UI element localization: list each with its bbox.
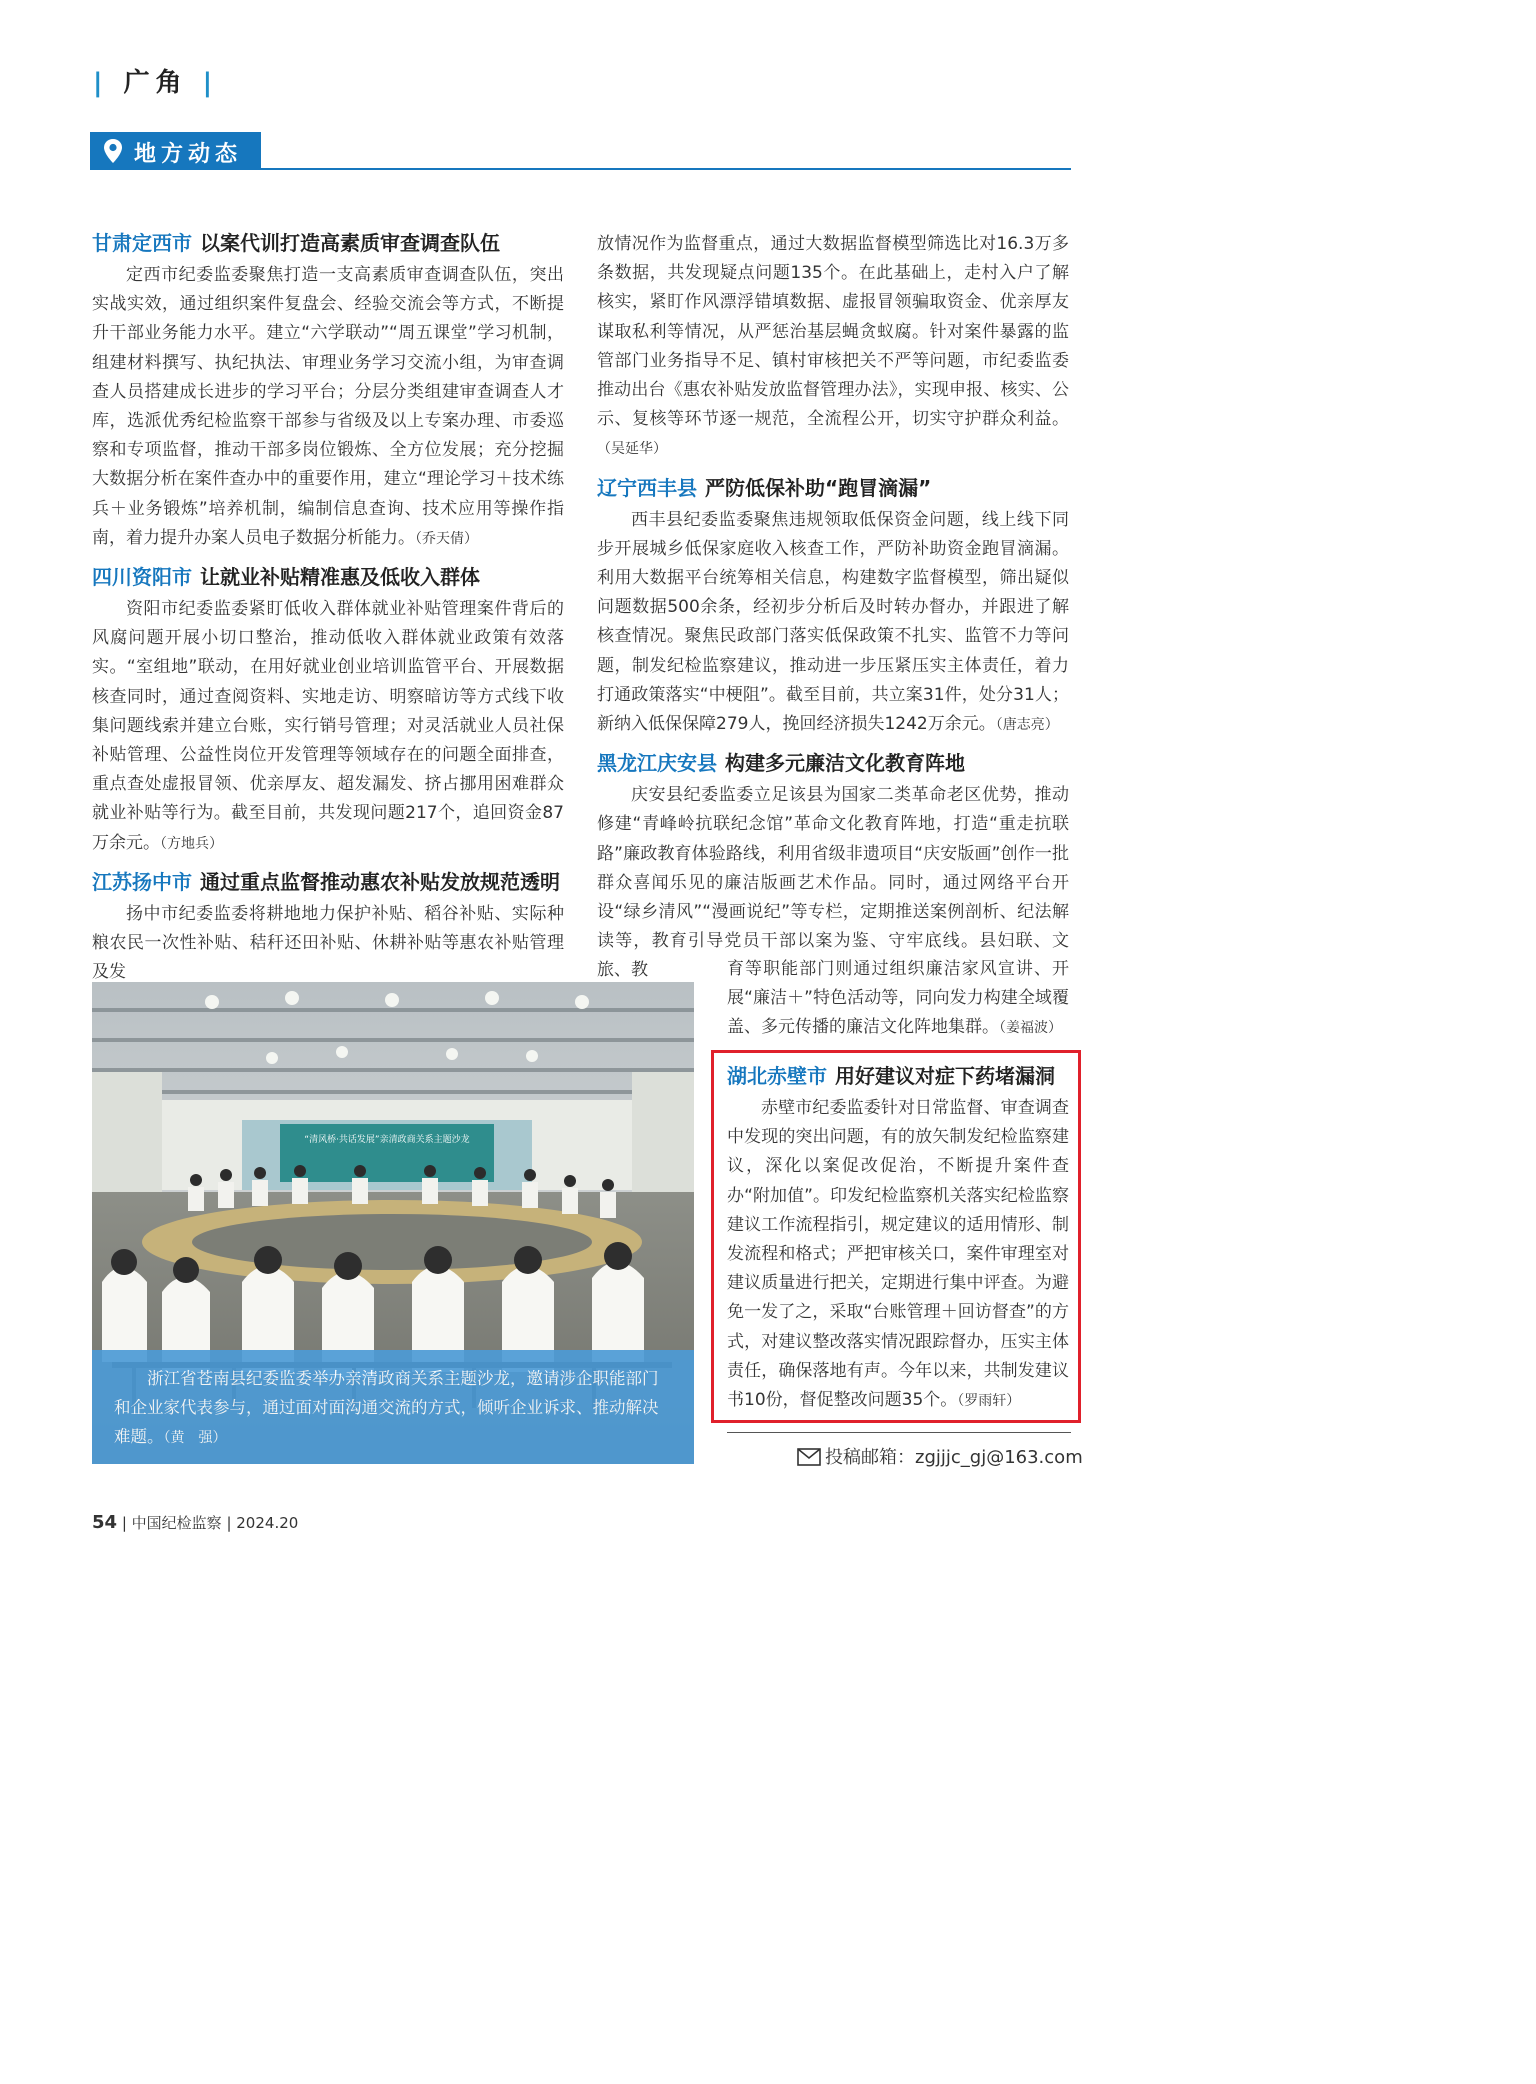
divider [727,1432,1071,1433]
article-body: 定西市纪委监委聚焦打造一支高素质审查调查队伍，突出实战实效，通过组织案件复盘会、经验交流会等方式，不断提升干部业务能力水平。建立“六学联动”“周五课堂”学习机制，组建材料撰写、执纪执法、审理业务学习交流小组，为审查调查人员搭建成长进步的学习平台；分层分类组建审查调查人才库，选派优秀纪检监察干部参与省级及以上专案办理、市委巡察和专项监督，推动干部多岗位锻炼、全方位发展；充分挖掘大数据分析在案件查办中的重要作用，建立“理论学习＋技术练兵＋业务锻炼”培养机制，编制信息查询、技术应用等操作指南，着力提升办案人员电子数据分析能力。（乔天倩） [92,265,564,548]
section-tag: | 广角 | [93,68,219,98]
section-title: 广角 [123,68,188,98]
article-heading: 江苏扬中市 通过重点监督推动惠农补贴发放规范透明 [92,869,560,894]
author: （黄 强） [163,1430,227,1446]
photo-caption: 浙江省苍南县纪委监委举办亲清政商关系主题沙龙，邀请涉企职能部门和企业家代表参与，通过面对面沟通交流的方式，倾听企业诉求、推动解决难题。（黄 强） [92,1350,694,1464]
banner-title: 地方动态 [134,142,243,167]
author: （唐志亮） [995,717,1059,734]
left-column [92,228,564,987]
author: （吴延华） [597,441,667,458]
author: （方地兵） [160,835,223,852]
right-column [597,230,1069,986]
page-number: 54 [92,1512,118,1533]
column-banner [90,132,261,170]
article-body: 放情况作为监督重点，通过大数据监督模型筛选比对16.3万多条数据，共发现疑点问题135个。在此基础上，走村入户了解核实，紧盯作风漂浮错填数据、虚报冒领骗取资金、优亲厚友谋取私利等情况，从严惩治基层蝇贪蚁腐。针对案件暴露的监管部门业务指导不足、镇村审核把关不严等问题，市纪委监委推动出台《惠农补贴发放监督管理办法》，实现申报、核实、公示、复核等环节逐一规范，全流程公开，切实守护群众利益。（吴延华） [597,234,1069,458]
article-body: 资阳市纪委监委紧盯低收入群体就业补贴管理案件背后的风腐问题开展小切口整治，推动低收入群体就业政策有效落实。“室组地”联动，在用好就业创业培训监管平台、开展数据核查同时，通过查阅资料、实地走访、明察暗访等方式线下收集问题线索并建立台账，实行销号管理；对灵活就业人员社保补贴管理、公益性岗位开发管理等领域存在的问题全面排查，重点查处虚报冒领、优亲厚友、超发漏发、挤占挪用困难群众就业补贴等行为。截至目前，共发现问题217个，追回资金87万余元。（方地兵） [92,599,564,853]
screen-text: “清风桥·共话发展”亲清政商关系主题沙龙 [304,1135,470,1145]
email-address[interactable]: zgjjjc_gj@163.com [915,1447,1083,1468]
article-heading: 甘肃定西市 以案代训打造高素质审查调查队伍 [92,231,500,255]
location-pin-icon [102,138,124,164]
journal-name: 中国纪检监察 [131,1514,222,1532]
article-body: 赤壁市纪委监委针对日常监督、审查调查中发现的突出问题，有的放矢制发纪检监察建议，深化以案促改促治，不断提升案件查办“附加值”。印发纪检监察机关落实纪检监察建议工作流程指引，规定建议的适用情形、制发流程和格式；严把审核关口，案件审理室对建议质量进行把关，定期进行集中评查。为避免一发了之，采取“台账管理＋回访督查”的方式，对建议整改落实情况跟踪督办，压实主体责任，确保落地有声。今年以来，共制发建议书10份，督促整改问题35个。（罗雨轩） [727,1098,1069,1411]
page-footer: 54 | 中国纪检监察 | 2024.20 [92,1512,299,1533]
author: （乔天倩） [415,530,478,547]
article-heading: 辽宁西丰县 严防低保补助“跑冒滴漏” [597,475,932,500]
article-body: 西丰县纪委监委聚焦违规领取低保资金问题，线上线下同步开展城乡低保家庭收入核查工作，严防补助资金跑冒滴漏。利用大数据平台统筹相关信息，构建数字监督模型，筛出疑似问题数据500余条，经初步分析后及时转办督办，并跟进了解核查情况。聚焦民政部门落实低保政策不扎实、监管不力等问题，制发纪检监察建议，推动进一步压紧压实主体责任，着力打通政策落实“中梗阻”。截至目前，共立案31件，处分31人；新纳入低保保障279人，挽回经济损失1242万余元。（唐志亮） [597,509,1069,735]
envelope-icon [797,1448,821,1466]
highlighted-article [727,1061,1069,1416]
author: （姜福波） [999,1020,1062,1037]
banner-divider [261,168,1071,170]
article-body: 庆安县纪委监委立足该县为国家二类革命老区优势，推动修建“青峰岭抗联纪念馆”革命文化教育阵地，打造“重走抗联路”廉政教育体验路线，利用省级非遗项目“庆安版画”创作一批群众喜闻乐见的廉洁版画艺术作品。同时，通过网络平台开设“绿乡清风”“漫画说纪”等专栏，定期推送案例剖析、纪法解读等，教育引导党员干部以案为鉴、守牢底线。县妇联、文旅、教 [597,785,1069,981]
event-photo [92,982,694,1464]
article-heading: 湖北赤壁市 用好建议对症下药堵漏洞 [727,1064,1055,1088]
issue-number: 2024.20 [236,1514,299,1532]
submission-email: 投稿邮箱：zgjjjc_gj@163.com [797,1443,1083,1469]
article-body: 扬中市纪委监委将耕地地力保护补贴、稻谷补贴、实际种粮农民一次性补贴、秸秆还田补贴、休耕补贴等惠农补贴管理及发 [92,903,564,983]
article-heading: 黑龙江庆安县 构建多元廉洁文化教育阵地 [597,751,965,776]
article-continuation: 育等职能部门则通过组织廉洁家风宣讲、开展“廉洁＋”特色活动等，同向发力构建全域覆盖、多元传播的廉洁文化阵地集群。（姜福波） [727,959,1069,1038]
author: （罗雨轩） [957,1393,1021,1410]
article-heading: 四川资阳市 让就业补贴精准惠及低收入群体 [92,565,480,590]
